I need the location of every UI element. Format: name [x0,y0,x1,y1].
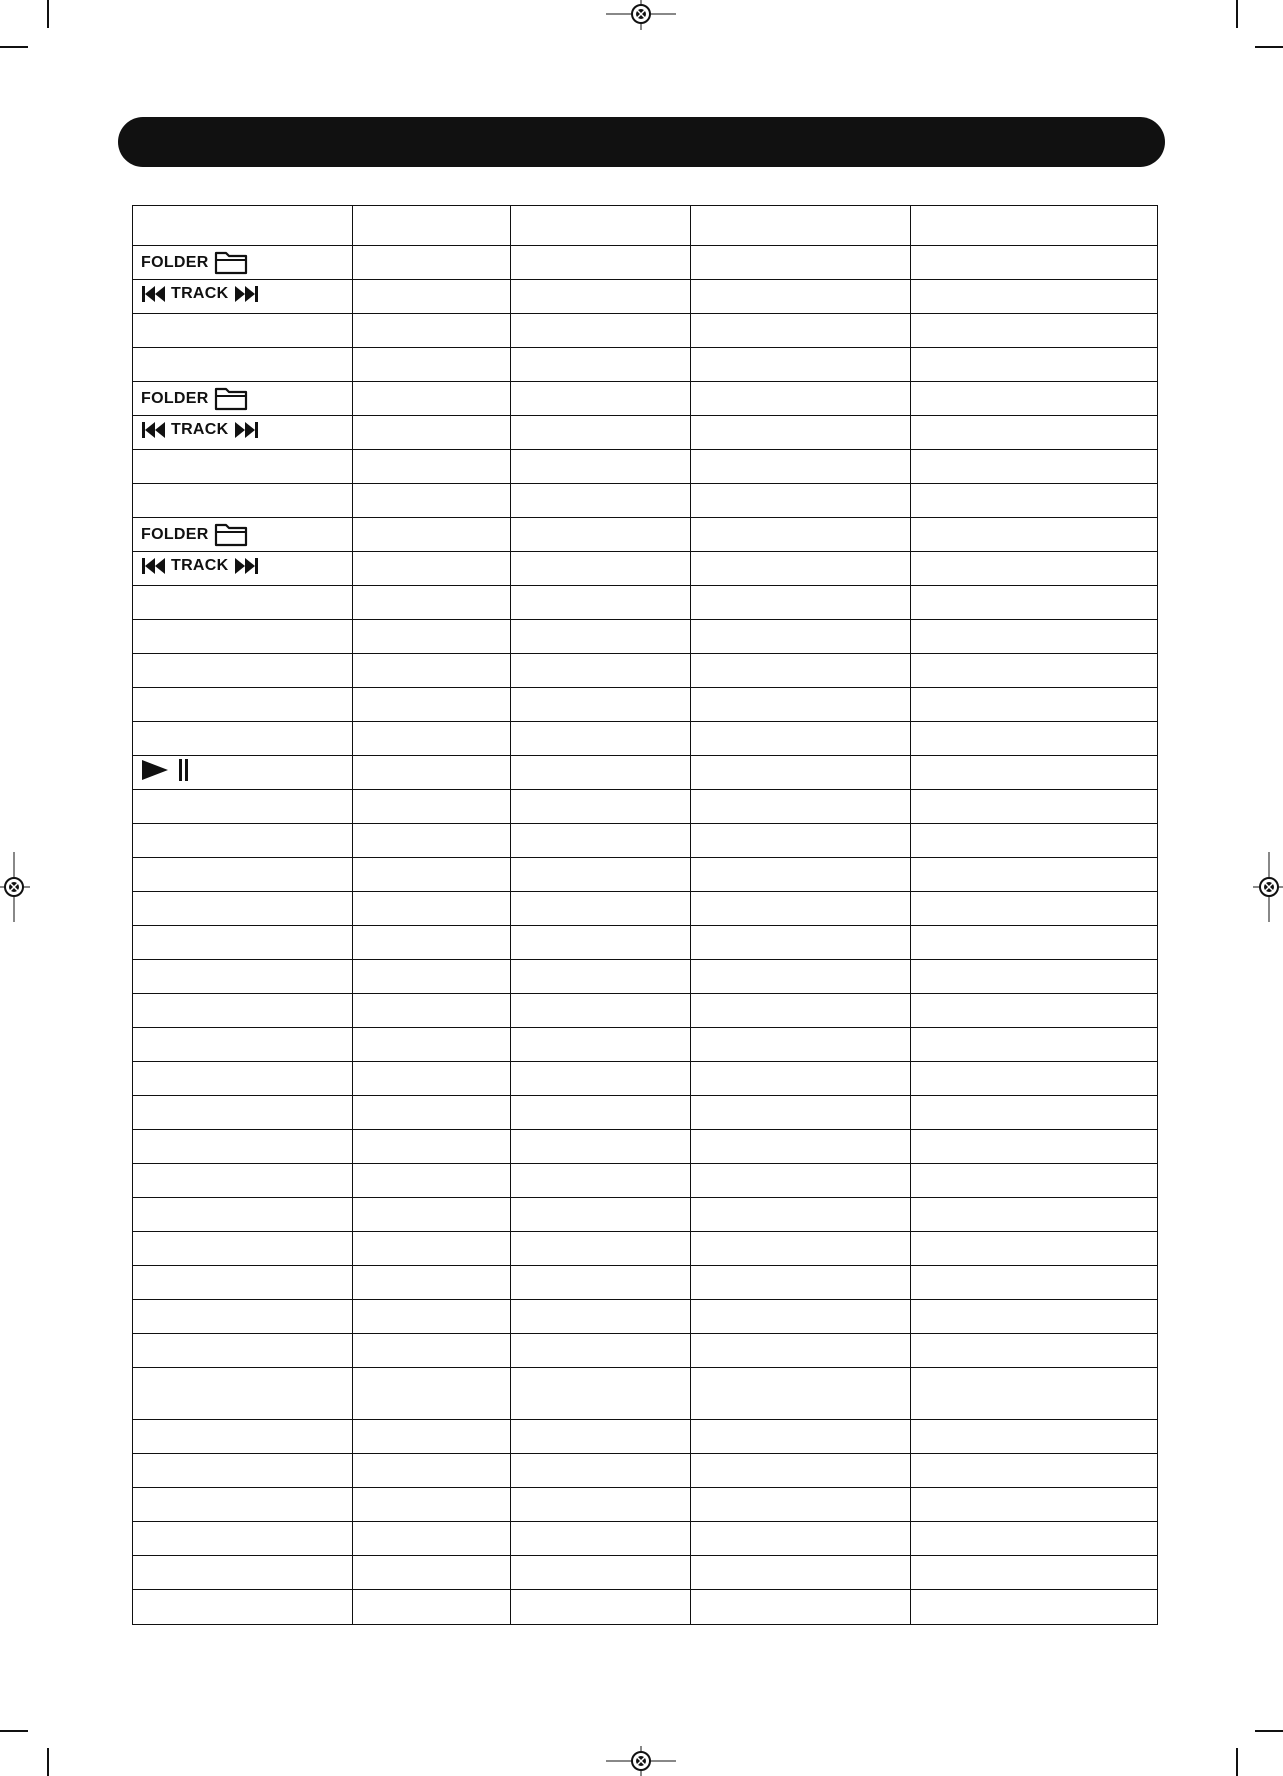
table-cell [911,1556,1158,1590]
table-cell [511,824,691,858]
table-cell [353,994,511,1028]
crop-mark [0,46,28,48]
table-row [133,382,1158,416]
table-cell [353,1198,511,1232]
table-cell [911,382,1158,416]
table-cell [353,722,511,756]
table-row [133,1232,1158,1266]
feature-table [132,205,1158,1625]
crop-mark [47,0,49,28]
table-row [133,206,1158,246]
folder-label [141,386,249,412]
table-cell [511,790,691,824]
table-row [133,518,1158,552]
table-cell [911,416,1158,450]
track-text: TRACK [171,421,229,439]
table-cell [353,1334,511,1368]
table-cell [133,484,353,518]
table-cell [911,960,1158,994]
table-cell [133,518,353,552]
table-cell [133,1130,353,1164]
table-cell [691,1232,911,1266]
table-cell [133,892,353,926]
table-cell [353,1368,511,1420]
table-cell [353,1522,511,1556]
table-cell [511,552,691,586]
table-cell [911,756,1158,790]
skip-next-icon [233,421,259,439]
table-cell [911,688,1158,722]
folder-icon [213,386,249,412]
table-row [133,1096,1158,1130]
table-cell [511,416,691,450]
table-cell [353,1028,511,1062]
table-cell [353,892,511,926]
table-cell [511,280,691,314]
pause-icon [177,759,191,781]
table-cell [511,484,691,518]
table-cell [511,1062,691,1096]
table-cell [691,1300,911,1334]
table-row [133,1130,1158,1164]
table-cell [133,348,353,382]
table-cell [691,1028,911,1062]
table-cell [691,994,911,1028]
table-cell [133,1522,353,1556]
table-cell [691,688,911,722]
table-cell [133,960,353,994]
table-cell [511,1368,691,1420]
table-row [133,824,1158,858]
table-cell [691,518,911,552]
table-cell [911,1300,1158,1334]
table-cell [911,1420,1158,1454]
table-cell [353,756,511,790]
table-cell [511,1198,691,1232]
table-cell [133,1420,353,1454]
table-row [133,960,1158,994]
table-cell [691,1096,911,1130]
folder-icon [213,522,249,548]
table-row [133,654,1158,688]
table-cell [691,586,911,620]
table-cell [511,1454,691,1488]
table-cell [691,246,911,280]
table-cell [911,586,1158,620]
table-cell [511,1334,691,1368]
folder-text: FOLDER [141,253,209,271]
table-cell [353,518,511,552]
table-cell [511,314,691,348]
folder-text: FOLDER [141,389,209,407]
table-cell [133,722,353,756]
table-cell [353,450,511,484]
skip-next-icon [233,557,259,575]
table-cell [911,246,1158,280]
table-cell [911,1368,1158,1420]
table-cell [353,246,511,280]
table-cell [353,1130,511,1164]
table-cell [353,1488,511,1522]
table-row [133,450,1158,484]
table-cell [133,1096,353,1130]
table-cell [511,246,691,280]
crop-mark [1255,46,1283,48]
table-cell [353,1266,511,1300]
table-cell [511,1164,691,1198]
table-cell [353,1420,511,1454]
table-cell [691,1420,911,1454]
folder-label [141,250,249,276]
table-row [133,994,1158,1028]
crop-mark [0,1730,28,1732]
table-cell [691,620,911,654]
table-cell [691,824,911,858]
track-text: TRACK [171,557,229,575]
table-row [133,1420,1158,1454]
table-row [133,314,1158,348]
table-cell [353,1096,511,1130]
table-cell [691,722,911,756]
table-cell [511,1266,691,1300]
table-cell [353,280,511,314]
play-icon [141,759,169,781]
table-cell [353,858,511,892]
track-label [141,421,259,439]
table-row [133,926,1158,960]
table-row [133,280,1158,314]
table-cell [911,722,1158,756]
table-cell [133,1334,353,1368]
table-cell [511,1028,691,1062]
table-cell [133,1590,353,1625]
table-cell [511,1522,691,1556]
table-cell [511,1300,691,1334]
table-cell [133,1368,353,1420]
table-row [133,1266,1158,1300]
table-cell [691,1556,911,1590]
section-header-bar [118,117,1165,167]
crop-mark [1255,1730,1283,1732]
table-cell [691,1164,911,1198]
table-cell [133,1556,353,1590]
table-row [133,1164,1158,1198]
track-label [141,285,259,303]
table-cell [133,1300,353,1334]
table-cell [691,892,911,926]
table-cell [691,382,911,416]
table-cell [133,450,353,484]
table-cell [911,1164,1158,1198]
table-row [133,858,1158,892]
table-cell [133,688,353,722]
table-row [133,892,1158,926]
table-cell [911,314,1158,348]
table-cell [691,280,911,314]
table-cell [691,960,911,994]
table-cell [133,1232,353,1266]
table-cell [911,206,1158,246]
table-cell [511,1488,691,1522]
table-cell [133,790,353,824]
table-cell [133,994,353,1028]
table-cell [353,1590,511,1625]
registration-mark-icon [606,0,676,30]
table-row [133,756,1158,790]
table-row [133,348,1158,382]
table-cell [911,484,1158,518]
table-cell [511,688,691,722]
table-cell [353,688,511,722]
registration-mark-icon [606,1746,676,1776]
table-cell [691,756,911,790]
table-cell [691,1454,911,1488]
table-cell [911,926,1158,960]
table-row [133,1062,1158,1096]
table-cell [691,1130,911,1164]
table-row [133,246,1158,280]
table-cell [691,1266,911,1300]
table-cell [911,1454,1158,1488]
registration-mark-icon [0,852,30,922]
table-cell [511,586,691,620]
table-cell [133,926,353,960]
table-row [133,416,1158,450]
crop-mark [1236,1748,1238,1776]
table-cell [133,1164,353,1198]
table-cell [511,518,691,552]
table-cell [911,824,1158,858]
table-cell [691,1522,911,1556]
table-cell [353,1454,511,1488]
table-cell [353,206,511,246]
table-cell [911,654,1158,688]
table-row [133,1368,1158,1420]
table-cell [911,348,1158,382]
table-cell [691,1198,911,1232]
table-cell [511,450,691,484]
table-cell [353,586,511,620]
table-cell [691,348,911,382]
table-cell [353,1556,511,1590]
table-cell [911,1062,1158,1096]
table-cell [133,206,353,246]
table-cell [911,552,1158,586]
skip-previous-icon [141,557,167,575]
table-cell [911,1130,1158,1164]
table-row [133,1028,1158,1062]
registration-mark-icon [1253,852,1283,922]
skip-previous-icon [141,421,167,439]
table-cell [133,314,353,348]
table-cell [691,416,911,450]
table-cell [511,1590,691,1625]
table-cell [911,994,1158,1028]
table-cell [911,450,1158,484]
table-cell [911,1266,1158,1300]
table-cell [511,892,691,926]
crop-mark [47,1748,49,1776]
table-cell [511,858,691,892]
table-cell [511,1232,691,1266]
table-cell [511,1420,691,1454]
table-cell [353,824,511,858]
table-row [133,484,1158,518]
table-cell [133,858,353,892]
table-cell [133,1488,353,1522]
table-cell [911,1334,1158,1368]
table-cell [353,926,511,960]
table-cell [353,790,511,824]
table-cell [691,1590,911,1625]
table-cell [133,1028,353,1062]
table-cell [511,960,691,994]
table-cell [353,348,511,382]
table-row [133,688,1158,722]
table-row [133,722,1158,756]
table-row [133,1522,1158,1556]
folder-icon [213,250,249,276]
table-cell [353,1164,511,1198]
skip-next-icon [233,285,259,303]
table-cell [133,586,353,620]
table-cell [691,314,911,348]
table-cell [511,348,691,382]
table-cell [133,1198,353,1232]
table-cell [133,280,353,314]
table-cell [511,206,691,246]
table-cell [691,858,911,892]
table-cell [911,1522,1158,1556]
table-cell [511,722,691,756]
table-cell [911,790,1158,824]
crop-mark [1236,0,1238,28]
table-cell [511,1556,691,1590]
table-cell [133,246,353,280]
table-cell [511,994,691,1028]
skip-previous-icon [141,285,167,303]
table-cell [353,552,511,586]
table-row [133,1334,1158,1368]
table-cell [911,892,1158,926]
table-row [133,620,1158,654]
table-cell [133,654,353,688]
table-cell [353,382,511,416]
table-cell [911,858,1158,892]
table-cell [691,1488,911,1522]
table-cell [133,756,353,790]
table-cell [911,620,1158,654]
table-row [133,552,1158,586]
table-cell [511,382,691,416]
table-cell [911,1198,1158,1232]
table-cell [133,1062,353,1096]
table-cell [691,926,911,960]
table-cell [133,824,353,858]
table-cell [691,552,911,586]
table-cell [691,790,911,824]
track-text: TRACK [171,285,229,303]
table-cell [691,206,911,246]
table-cell [691,1062,911,1096]
table-cell [353,1300,511,1334]
table-cell [511,620,691,654]
table-cell [133,552,353,586]
table-cell [353,484,511,518]
folder-text: FOLDER [141,525,209,543]
table-cell [353,620,511,654]
table-cell [353,960,511,994]
table-cell [911,280,1158,314]
table-cell [691,1368,911,1420]
table-cell [691,450,911,484]
folder-label [141,522,249,548]
table-cell [133,382,353,416]
table-cell [691,654,911,688]
table-cell [911,1096,1158,1130]
track-label [141,557,259,575]
table-row [133,1590,1158,1625]
table-row [133,1556,1158,1590]
table-cell [353,416,511,450]
table-cell [691,1334,911,1368]
table-row [133,1198,1158,1232]
table-cell [911,1028,1158,1062]
table-row [133,1300,1158,1334]
table-cell [911,1488,1158,1522]
table-cell [511,926,691,960]
table-cell [353,314,511,348]
table-cell [133,620,353,654]
table-cell [353,1232,511,1266]
table-cell [511,756,691,790]
table-row [133,1454,1158,1488]
table-cell [511,1096,691,1130]
table-cell [511,654,691,688]
table-cell [353,1062,511,1096]
table-cell [133,1454,353,1488]
table-cell [911,1590,1158,1625]
table-cell [911,518,1158,552]
table-cell [133,416,353,450]
play-pause-label [141,759,191,781]
table-row [133,586,1158,620]
table-cell [911,1232,1158,1266]
table-cell [133,1266,353,1300]
table-row [133,790,1158,824]
table-cell [691,484,911,518]
table-cell [353,654,511,688]
table-row [133,1488,1158,1522]
table-cell [511,1130,691,1164]
